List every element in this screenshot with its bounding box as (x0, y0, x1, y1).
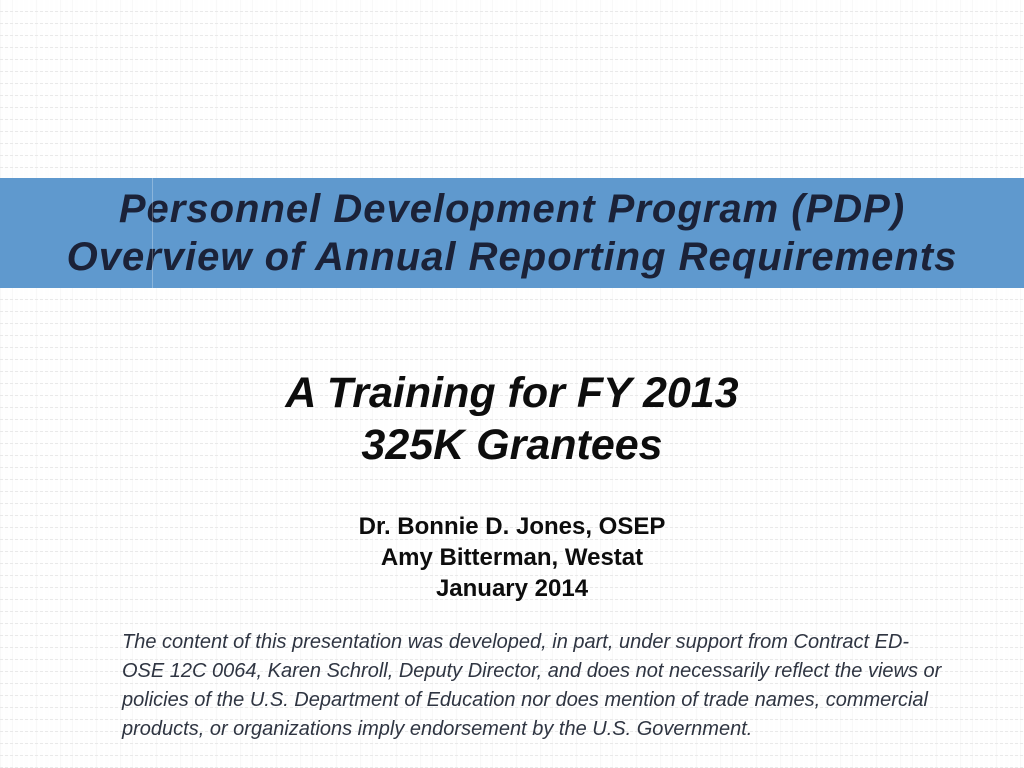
disclaimer-line-4: products, or organizations imply endorsement by the U.S. Government. (122, 718, 753, 740)
presentation-date: January 2014 (435, 575, 589, 602)
subtitle-line-2: 325K Grantees (361, 421, 663, 469)
banner-title-line-2: Overview of Annual Reporting Requirements (66, 235, 958, 279)
slide-subtitle (0, 367, 1024, 471)
disclaimer-text (122, 628, 942, 744)
banner-title-line-1: Personnel Development Program (PDP) (118, 187, 906, 231)
presenter-block (0, 511, 1024, 604)
disclaimer-line-2: OSE 12C 0064, Karen Schroll, Deputy Director, and does not necessarily reflect the views or (122, 660, 942, 682)
subtitle-line-1: A Training for FY 2013 (285, 369, 739, 417)
presenter-name-1: Dr. Bonnie D. Jones, OSEP (358, 513, 666, 540)
presenter-name-2: Amy Bitterman, Westat (380, 544, 644, 571)
title-banner (0, 178, 1024, 288)
disclaimer-line-3: policies of the U.S. Department of Education nor does mention of trade names, commercial (122, 689, 928, 711)
disclaimer-line-1: The content of this presentation was developed, in part, under support from Contract ED- (122, 631, 910, 653)
